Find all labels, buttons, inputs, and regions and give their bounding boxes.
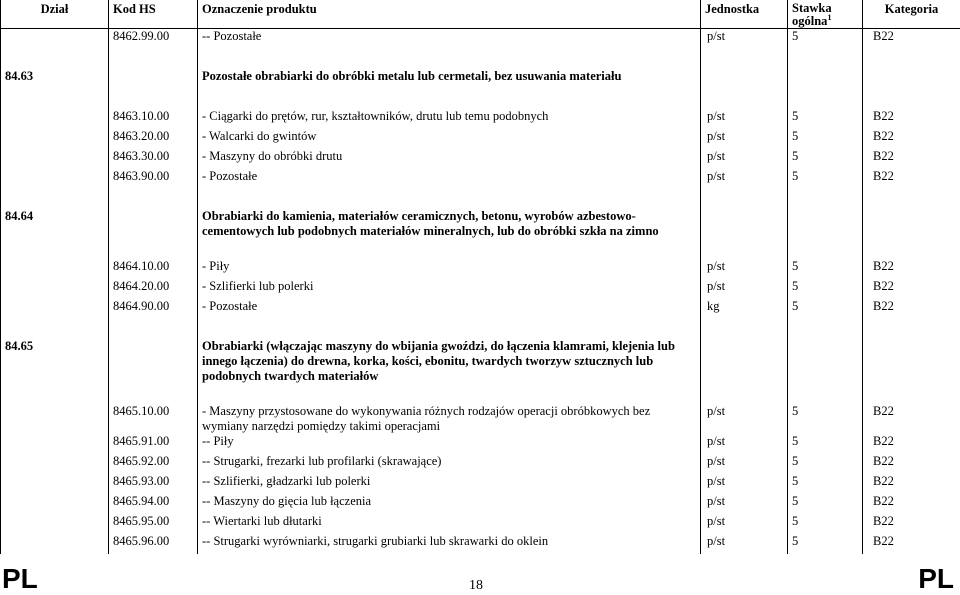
row-stawka: 5 xyxy=(788,129,863,149)
spacer-cell xyxy=(788,89,863,109)
spacer-cell xyxy=(109,384,198,404)
row-kod-hs: 8465.92.00 xyxy=(109,454,198,474)
row-stawka: 5 xyxy=(788,494,863,514)
row-kategoria: B22 xyxy=(863,404,960,434)
table-row xyxy=(1,129,960,149)
table-row xyxy=(1,474,960,494)
spacer-cell xyxy=(109,189,198,209)
row-opis: - Piły xyxy=(198,259,701,279)
header-kod-hs: Kod HS xyxy=(109,0,198,29)
spacer-cell xyxy=(198,319,701,339)
spacer-cell xyxy=(1,49,109,69)
header-stawka xyxy=(788,0,863,29)
row-kategoria: B22 xyxy=(863,514,960,534)
row-stawka: 5 xyxy=(788,279,863,299)
spacer-cell xyxy=(198,239,701,259)
row-kategoria: B22 xyxy=(863,474,960,494)
spacer-row xyxy=(1,49,960,69)
table-row xyxy=(1,494,960,514)
spacer-cell xyxy=(863,319,960,339)
row-kod-hs: 8463.10.00 xyxy=(109,109,198,129)
row-dzial xyxy=(1,494,109,514)
heading-row xyxy=(1,69,960,89)
header-oznaczenie: Oznaczenie produktu xyxy=(198,0,701,29)
row-opis: - Ciągarki do prętów, rur, kształtowników, drutu lub temu podobnych xyxy=(198,109,701,129)
row-opis: -- Maszyny do gięcia lub łączenia xyxy=(198,494,701,514)
row-kategoria: B22 xyxy=(863,259,960,279)
row-stawka xyxy=(788,69,863,89)
row-kod-hs: 8463.90.00 xyxy=(109,169,198,189)
spacer-cell xyxy=(701,319,788,339)
row-stawka xyxy=(788,209,863,239)
spacer-row xyxy=(1,189,960,209)
row-kategoria xyxy=(863,69,960,89)
row-stawka: 5 xyxy=(788,169,863,189)
table-row xyxy=(1,149,960,169)
row-dzial xyxy=(1,259,109,279)
spacer-cell xyxy=(701,384,788,404)
spacer-cell xyxy=(1,319,109,339)
table-row xyxy=(1,434,960,454)
row-dzial xyxy=(1,434,109,454)
spacer-cell xyxy=(109,239,198,259)
spacer-cell xyxy=(1,384,109,404)
spacer-cell xyxy=(198,89,701,109)
spacer-cell xyxy=(863,189,960,209)
spacer-row xyxy=(1,89,960,109)
row-dzial xyxy=(1,454,109,474)
row-kategoria: B22 xyxy=(863,29,960,50)
row-opis: -- Szlifierki, gładzarki lub polerki xyxy=(198,474,701,494)
row-kod-hs: 8464.20.00 xyxy=(109,279,198,299)
row-stawka: 5 xyxy=(788,149,863,169)
row-dzial: 84.64 xyxy=(1,209,109,239)
table-row xyxy=(1,169,960,189)
spacer-cell xyxy=(1,239,109,259)
row-jednostka: p/st xyxy=(701,534,788,554)
spacer-cell xyxy=(788,319,863,339)
spacer-cell xyxy=(788,239,863,259)
spacer-cell xyxy=(788,384,863,404)
row-jednostka: p/st xyxy=(701,434,788,454)
row-jednostka: p/st xyxy=(701,454,788,474)
row-stawka xyxy=(788,339,863,384)
table-row xyxy=(1,259,960,279)
spacer-cell xyxy=(788,189,863,209)
spacer-cell xyxy=(198,384,701,404)
row-kategoria: B22 xyxy=(863,494,960,514)
row-stawka: 5 xyxy=(788,534,863,554)
row-opis: -- Strugarki wyrówniarki, strugarki grubiarki lub skrawarki do oklein xyxy=(198,534,701,554)
row-stawka: 5 xyxy=(788,109,863,129)
row-jednostka: p/st xyxy=(701,474,788,494)
row-dzial xyxy=(1,514,109,534)
row-kod-hs xyxy=(109,209,198,239)
spacer-cell xyxy=(863,384,960,404)
row-opis: - Maszyny do obróbki drutu xyxy=(198,149,701,169)
row-kategoria: B22 xyxy=(863,279,960,299)
row-kod-hs: 8462.99.00 xyxy=(109,29,198,50)
row-jednostka xyxy=(701,209,788,239)
row-kod-hs: 8464.90.00 xyxy=(109,299,198,319)
row-kategoria: B22 xyxy=(863,454,960,474)
table-row xyxy=(1,514,960,534)
header-dzial: Dział xyxy=(1,0,109,29)
row-stawka: 5 xyxy=(788,514,863,534)
row-dzial xyxy=(1,299,109,319)
row-opis: - Maszyny przystosowane do wykonywania różnych rodzajów operacji obróbkowych bez wymiany narzędzi pomiędzy takimi operacjami xyxy=(198,404,701,434)
spacer-cell xyxy=(701,189,788,209)
heading-row xyxy=(1,339,960,384)
row-stawka: 5 xyxy=(788,474,863,494)
row-kod-hs: 8465.95.00 xyxy=(109,514,198,534)
row-opis: -- Wiertarki lub dłutarki xyxy=(198,514,701,534)
table-body xyxy=(1,29,960,555)
row-dzial xyxy=(1,129,109,149)
row-jednostka: p/st xyxy=(701,514,788,534)
row-kod-hs xyxy=(109,339,198,384)
spacer-cell xyxy=(1,189,109,209)
spacer-cell xyxy=(1,89,109,109)
header-stawka-text: Stawka ogólna xyxy=(792,1,832,28)
row-kategoria: B22 xyxy=(863,129,960,149)
row-jednostka: kg xyxy=(701,299,788,319)
row-kod-hs: 8463.30.00 xyxy=(109,149,198,169)
row-jednostka: p/st xyxy=(701,29,788,50)
spacer-cell xyxy=(863,239,960,259)
row-opis: Pozostałe obrabiarki do obróbki metalu lub cermetali, bez usuwania materiału xyxy=(198,69,701,89)
row-kategoria xyxy=(863,339,960,384)
row-kategoria: B22 xyxy=(863,434,960,454)
row-dzial xyxy=(1,404,109,434)
row-stawka: 5 xyxy=(788,259,863,279)
row-opis: - Pozostałe xyxy=(198,299,701,319)
row-jednostka: p/st xyxy=(701,109,788,129)
row-opis: - Walcarki do gwintów xyxy=(198,129,701,149)
spacer-cell xyxy=(788,49,863,69)
header-jednostka: Jednostka xyxy=(701,0,788,29)
table-header xyxy=(1,0,960,29)
row-dzial xyxy=(1,169,109,189)
row-kod-hs: 8465.91.00 xyxy=(109,434,198,454)
row-dzial xyxy=(1,149,109,169)
table-row xyxy=(1,29,960,50)
spacer-cell xyxy=(198,189,701,209)
row-jednostka xyxy=(701,339,788,384)
table-row xyxy=(1,279,960,299)
row-kod-hs: 8465.96.00 xyxy=(109,534,198,554)
page-number: 18 xyxy=(469,578,483,594)
footer-country-right: PL xyxy=(918,563,954,595)
row-opis: -- Strugarki, frezarki lub profilarki (skrawające) xyxy=(198,454,701,474)
row-jednostka: p/st xyxy=(701,169,788,189)
footer-country-left: PL xyxy=(2,563,38,595)
row-stawka: 5 xyxy=(788,434,863,454)
table-row xyxy=(1,299,960,319)
row-opis: -- Piły xyxy=(198,434,701,454)
heading-row xyxy=(1,209,960,239)
row-kod-hs: 8465.93.00 xyxy=(109,474,198,494)
spacer-cell xyxy=(198,49,701,69)
row-stawka: 5 xyxy=(788,299,863,319)
row-kategoria xyxy=(863,209,960,239)
table-row xyxy=(1,404,960,434)
row-jednostka: p/st xyxy=(701,149,788,169)
spacer-cell xyxy=(701,89,788,109)
row-kod-hs: 8463.20.00 xyxy=(109,129,198,149)
row-dzial: 84.65 xyxy=(1,339,109,384)
spacer-row xyxy=(1,319,960,339)
row-opis: Obrabiarki do kamienia, materiałów ceramicznych, betonu, wyrobów azbestowo-cementowych lub podobnych materiałów mineralnych, lub do obróbki szkła na zimno xyxy=(198,209,701,239)
row-kod-hs: 8465.10.00 xyxy=(109,404,198,434)
row-opis: - Szlifierki lub polerki xyxy=(198,279,701,299)
spacer-cell xyxy=(701,49,788,69)
row-opis: - Pozostałe xyxy=(198,169,701,189)
row-opis: -- Pozostałe xyxy=(198,29,701,50)
row-kod-hs: 8465.94.00 xyxy=(109,494,198,514)
row-dzial: 84.63 xyxy=(1,69,109,89)
row-dzial xyxy=(1,109,109,129)
row-jednostka: p/st xyxy=(701,259,788,279)
row-kod-hs: 8464.10.00 xyxy=(109,259,198,279)
row-stawka: 5 xyxy=(788,454,863,474)
row-jednostka: p/st xyxy=(701,404,788,434)
row-kategoria: B22 xyxy=(863,169,960,189)
row-stawka: 5 xyxy=(788,29,863,50)
row-jednostka: p/st xyxy=(701,279,788,299)
spacer-row xyxy=(1,384,960,404)
row-jednostka: p/st xyxy=(701,129,788,149)
spacer-cell xyxy=(863,49,960,69)
row-kategoria: B22 xyxy=(863,299,960,319)
spacer-cell xyxy=(701,239,788,259)
table-row xyxy=(1,454,960,474)
row-dzial xyxy=(1,279,109,299)
spacer-cell xyxy=(863,89,960,109)
table-row xyxy=(1,109,960,129)
header-kategoria: Kategoria xyxy=(863,0,960,29)
row-dzial xyxy=(1,474,109,494)
row-dzial xyxy=(1,534,109,554)
row-kategoria: B22 xyxy=(863,149,960,169)
table-row xyxy=(1,534,960,554)
row-opis: Obrabiarki (włączając maszyny do wbijania gwoździ, do łączenia klamrami, klejenia lub innego łączenia) do drewna, korka, kości, ebonitu, twardych tworzyw sztucznych lub podobnych twardych materiałów xyxy=(198,339,701,384)
row-jednostka xyxy=(701,69,788,89)
header-stawka-footnote: 1 xyxy=(827,13,831,22)
spacer-row xyxy=(1,239,960,259)
spacer-cell xyxy=(109,89,198,109)
row-stawka: 5 xyxy=(788,404,863,434)
row-kategoria: B22 xyxy=(863,109,960,129)
row-kod-hs xyxy=(109,69,198,89)
row-dzial xyxy=(1,29,109,50)
row-kategoria: B22 xyxy=(863,534,960,554)
spacer-cell xyxy=(109,319,198,339)
row-jednostka: p/st xyxy=(701,494,788,514)
spacer-cell xyxy=(109,49,198,69)
